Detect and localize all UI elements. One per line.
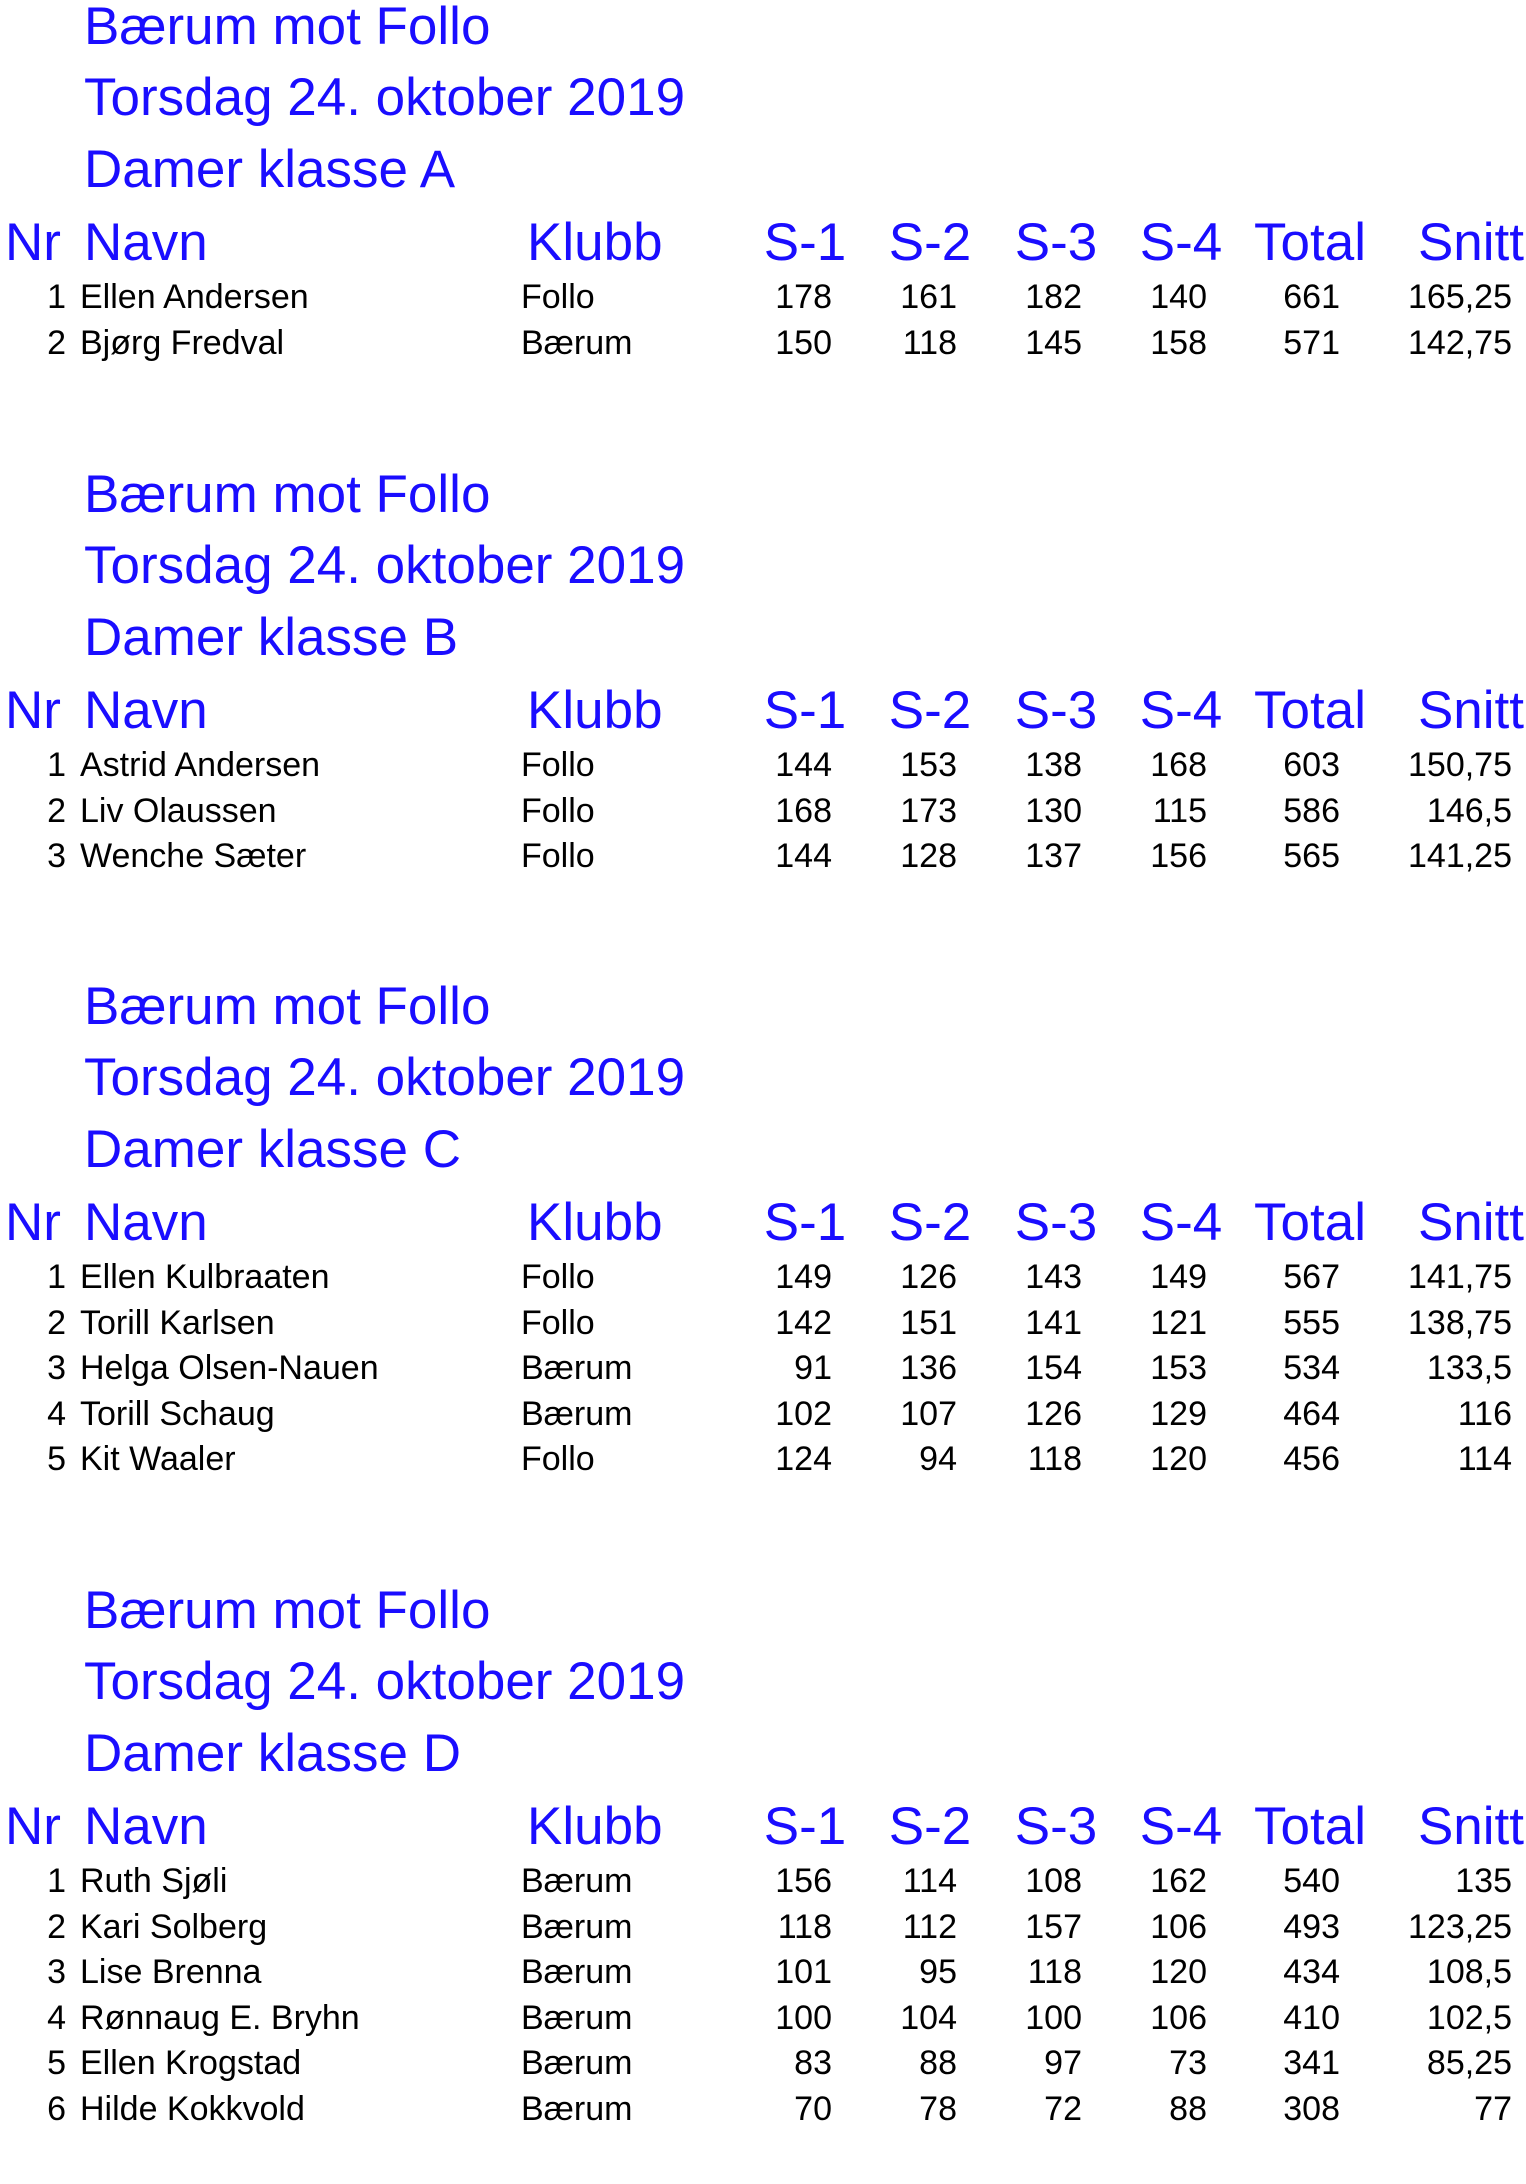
cell-total: 555 bbox=[1283, 1303, 1340, 1342]
cell-s2: 173 bbox=[900, 791, 957, 830]
cell-s2: 151 bbox=[900, 1303, 957, 1342]
cell-nr: 4 bbox=[47, 1394, 66, 1433]
cell-s1: 124 bbox=[775, 1440, 832, 1478]
table-row bbox=[0, 320, 1526, 366]
cell-nr: 1 bbox=[47, 278, 66, 316]
cell-navn: Kit Waaler bbox=[80, 1440, 236, 1478]
cell-s2: 118 bbox=[902, 323, 957, 362]
cell-s4: 162 bbox=[1150, 1862, 1207, 1900]
cell-nr: 4 bbox=[47, 1998, 66, 2037]
cell-klubb: Follo bbox=[521, 278, 595, 316]
cell-total: 493 bbox=[1283, 1907, 1340, 1946]
cell-s1: 142 bbox=[775, 1303, 832, 1342]
cell-s2: 136 bbox=[900, 1349, 957, 1387]
cell-s2: 78 bbox=[919, 2089, 957, 2128]
cell-navn: Ellen Krogstad bbox=[80, 2044, 302, 2082]
cell-s4: 156 bbox=[1150, 837, 1207, 875]
cell-navn: Wenche Sæter bbox=[80, 837, 307, 875]
cell-s3: 100 bbox=[1025, 1998, 1082, 2037]
cell-snitt: 135 bbox=[1455, 1862, 1512, 1900]
cell-snitt: 141,75 bbox=[1408, 1258, 1512, 1296]
match-title: Bærum mot Follo bbox=[84, 0, 491, 56]
table-row bbox=[0, 1995, 1526, 2041]
cell-navn: Helga Olsen-Nauen bbox=[80, 1349, 379, 1387]
cell-snitt: 114 bbox=[1457, 1440, 1512, 1478]
column-header-snitt: Snitt bbox=[1417, 681, 1524, 740]
cell-klubb: Follo bbox=[521, 746, 595, 784]
cell-snitt: 85,25 bbox=[1426, 2044, 1512, 2082]
cell-snitt: 146,5 bbox=[1426, 791, 1512, 830]
cell-s1: 101 bbox=[775, 1953, 832, 1991]
column-header-nr: Nr bbox=[5, 1193, 61, 1252]
cell-navn: Torill Karlsen bbox=[80, 1303, 275, 1342]
cell-navn: Astrid Andersen bbox=[80, 746, 321, 784]
column-header-s3: S-3 bbox=[1014, 1193, 1098, 1252]
column-header-navn: Navn bbox=[84, 681, 208, 740]
cell-klubb: Bærum bbox=[521, 1349, 633, 1387]
cell-klubb: Bærum bbox=[521, 1862, 633, 1900]
cell-s1: 156 bbox=[775, 1862, 832, 1900]
class-title: Damer klasse B bbox=[84, 608, 459, 667]
cell-total: 456 bbox=[1283, 1440, 1340, 1478]
cell-s1: 144 bbox=[775, 746, 832, 784]
cell-s1: 91 bbox=[794, 1349, 832, 1387]
column-header-nr: Nr bbox=[5, 213, 61, 272]
cell-total: 534 bbox=[1283, 1349, 1340, 1387]
table-row bbox=[0, 1904, 1526, 1950]
table-row bbox=[0, 1858, 1526, 1904]
column-header-nr: Nr bbox=[5, 681, 61, 740]
cell-s3: 118 bbox=[1027, 1440, 1082, 1478]
column-header-navn: Navn bbox=[84, 213, 208, 272]
column-header-s3: S-3 bbox=[1014, 1797, 1098, 1856]
cell-s2: 161 bbox=[900, 278, 957, 316]
column-header-total: Total bbox=[1254, 213, 1366, 272]
cell-s2: 128 bbox=[900, 837, 957, 875]
cell-s1: 168 bbox=[775, 791, 832, 830]
column-header-s2: S-2 bbox=[888, 1193, 972, 1252]
cell-navn: Kari Solberg bbox=[80, 1907, 268, 1946]
column-header-snitt: Snitt bbox=[1417, 213, 1524, 272]
cell-klubb: Bærum bbox=[521, 1907, 633, 1946]
column-header-snitt: Snitt bbox=[1417, 1797, 1524, 1856]
cell-snitt: 150,75 bbox=[1408, 746, 1512, 784]
cell-s3: 143 bbox=[1025, 1258, 1082, 1296]
cell-navn: Torill Schaug bbox=[80, 1394, 275, 1433]
match-date: Torsdag 24. oktober 2019 bbox=[84, 1652, 686, 1711]
column-header-s1: S-1 bbox=[763, 681, 847, 740]
cell-total: 341 bbox=[1283, 2044, 1340, 2082]
cell-s4: 149 bbox=[1150, 1258, 1207, 1296]
table-row bbox=[0, 1949, 1526, 1995]
match-title: Bærum mot Follo bbox=[84, 465, 491, 524]
match-title: Bærum mot Follo bbox=[84, 1581, 491, 1640]
column-header-klubb: Klubb bbox=[527, 213, 663, 272]
cell-nr: 1 bbox=[47, 746, 66, 784]
cell-nr: 1 bbox=[47, 1258, 66, 1296]
column-header-navn: Navn bbox=[84, 1797, 208, 1856]
cell-s4: 140 bbox=[1150, 278, 1207, 316]
cell-s2: 88 bbox=[919, 2044, 957, 2082]
cell-navn: Ellen Andersen bbox=[80, 278, 309, 316]
table-row bbox=[0, 1300, 1526, 1346]
cell-total: 603 bbox=[1283, 746, 1340, 784]
cell-snitt: 133,5 bbox=[1426, 1349, 1512, 1387]
cell-s3: 126 bbox=[1025, 1394, 1082, 1433]
cell-navn: Ruth Sjøli bbox=[80, 1862, 228, 1900]
column-header-total: Total bbox=[1254, 1797, 1366, 1856]
column-header-klubb: Klubb bbox=[527, 1797, 663, 1856]
cell-klubb: Bærum bbox=[521, 1394, 633, 1433]
column-header-s2: S-2 bbox=[888, 1797, 972, 1856]
cell-s3: 154 bbox=[1025, 1349, 1082, 1387]
table-row bbox=[0, 1436, 1526, 1482]
cell-nr: 2 bbox=[47, 1907, 66, 1946]
cell-nr: 3 bbox=[47, 1349, 66, 1387]
table-row bbox=[0, 2086, 1526, 2132]
cell-snitt: 142,75 bbox=[1408, 323, 1512, 362]
cell-total: 540 bbox=[1283, 1862, 1340, 1900]
cell-s3: 137 bbox=[1025, 837, 1082, 875]
column-header-s2: S-2 bbox=[888, 213, 972, 272]
cell-nr: 5 bbox=[47, 2044, 66, 2082]
column-header-klubb: Klubb bbox=[527, 1193, 663, 1252]
cell-klubb: Follo bbox=[521, 1303, 595, 1342]
cell-s4: 158 bbox=[1150, 323, 1207, 362]
cell-s4: 88 bbox=[1169, 2089, 1207, 2128]
column-header-s1: S-1 bbox=[763, 1193, 847, 1252]
column-header-s1: S-1 bbox=[763, 213, 847, 272]
match-date: Torsdag 24. oktober 2019 bbox=[84, 536, 686, 595]
cell-navn: Bjørg Fredval bbox=[80, 323, 285, 362]
cell-klubb: Bærum bbox=[521, 1953, 633, 1991]
cell-total: 571 bbox=[1283, 323, 1340, 362]
cell-navn: Lise Brenna bbox=[80, 1953, 262, 1991]
cell-s1: 150 bbox=[775, 323, 832, 362]
cell-s1: 118 bbox=[777, 1907, 832, 1946]
cell-total: 567 bbox=[1283, 1258, 1340, 1296]
cell-navn: Hilde Kokkvold bbox=[80, 2089, 305, 2128]
column-header-snitt: Snitt bbox=[1417, 1193, 1524, 1252]
cell-snitt: 102,5 bbox=[1426, 1998, 1512, 2037]
cell-s3: 118 bbox=[1027, 1953, 1082, 1991]
table-row bbox=[0, 274, 1526, 320]
cell-klubb: Bærum bbox=[521, 2044, 633, 2082]
cell-s4: 115 bbox=[1152, 791, 1207, 830]
column-header-s3: S-3 bbox=[1014, 681, 1098, 740]
cell-s2: 107 bbox=[900, 1394, 957, 1433]
cell-s3: 97 bbox=[1044, 2044, 1082, 2082]
table-row bbox=[0, 788, 1526, 834]
cell-s4: 121 bbox=[1150, 1303, 1207, 1342]
class-title: Damer klasse A bbox=[84, 140, 456, 199]
cell-klubb: Follo bbox=[521, 1440, 595, 1478]
cell-total: 410 bbox=[1283, 1998, 1340, 2037]
cell-nr: 3 bbox=[47, 1953, 66, 1991]
cell-s2: 94 bbox=[919, 1440, 957, 1478]
cell-navn: Ellen Kulbraaten bbox=[80, 1258, 330, 1296]
class-title: Damer klasse C bbox=[84, 1120, 461, 1179]
cell-s2: 95 bbox=[919, 1953, 957, 1991]
cell-s1: 102 bbox=[775, 1394, 832, 1433]
cell-total: 661 bbox=[1283, 278, 1340, 316]
cell-s4: 120 bbox=[1150, 1953, 1207, 1991]
cell-s4: 129 bbox=[1150, 1394, 1207, 1433]
column-header-s4: S-4 bbox=[1139, 213, 1223, 272]
cell-s2: 153 bbox=[900, 746, 957, 784]
cell-snitt: 116 bbox=[1457, 1394, 1512, 1433]
cell-nr: 2 bbox=[47, 323, 66, 362]
cell-s1: 100 bbox=[775, 1998, 832, 2037]
column-header-s4: S-4 bbox=[1139, 1797, 1223, 1856]
cell-snitt: 108,5 bbox=[1426, 1953, 1512, 1991]
cell-total: 308 bbox=[1283, 2089, 1340, 2128]
table-row bbox=[0, 833, 1526, 879]
cell-snitt: 141,25 bbox=[1408, 837, 1512, 875]
cell-klubb: Bærum bbox=[521, 323, 633, 362]
cell-s2: 104 bbox=[900, 1998, 957, 2037]
cell-s1: 178 bbox=[775, 278, 832, 316]
cell-s3: 182 bbox=[1025, 278, 1082, 316]
cell-nr: 6 bbox=[47, 2089, 66, 2128]
column-header-s3: S-3 bbox=[1014, 213, 1098, 272]
cell-s4: 168 bbox=[1150, 746, 1207, 784]
cell-snitt: 165,25 bbox=[1408, 278, 1512, 316]
table-row bbox=[0, 1254, 1526, 1300]
cell-s2: 114 bbox=[902, 1862, 957, 1900]
cell-total: 586 bbox=[1283, 791, 1340, 830]
column-header-s4: S-4 bbox=[1139, 1193, 1223, 1252]
cell-nr: 1 bbox=[47, 1862, 66, 1900]
cell-nr: 2 bbox=[47, 791, 66, 830]
match-title: Bærum mot Follo bbox=[84, 977, 491, 1036]
cell-s3: 141 bbox=[1025, 1303, 1082, 1342]
cell-s2: 126 bbox=[900, 1258, 957, 1296]
cell-s4: 106 bbox=[1150, 1998, 1207, 2037]
cell-klubb: Follo bbox=[521, 1258, 595, 1296]
cell-s3: 108 bbox=[1025, 1862, 1082, 1900]
cell-s3: 145 bbox=[1025, 323, 1082, 362]
cell-s3: 157 bbox=[1025, 1907, 1082, 1946]
match-date: Torsdag 24. oktober 2019 bbox=[84, 1048, 686, 1107]
table-row bbox=[0, 2040, 1526, 2086]
cell-nr: 5 bbox=[47, 1440, 66, 1478]
column-header-s1: S-1 bbox=[763, 1797, 847, 1856]
cell-s3: 130 bbox=[1025, 791, 1082, 830]
cell-s4: 106 bbox=[1150, 1907, 1207, 1946]
column-header-total: Total bbox=[1254, 1193, 1366, 1252]
cell-klubb: Bærum bbox=[521, 1998, 633, 2037]
cell-s3: 72 bbox=[1044, 2089, 1082, 2128]
cell-nr: 3 bbox=[47, 837, 66, 875]
cell-klubb: Follo bbox=[521, 791, 595, 830]
cell-total: 434 bbox=[1283, 1953, 1340, 1991]
cell-snitt: 77 bbox=[1474, 2089, 1512, 2128]
cell-s1: 70 bbox=[794, 2089, 832, 2128]
table-row bbox=[0, 742, 1526, 788]
cell-s1: 144 bbox=[775, 837, 832, 875]
cell-total: 464 bbox=[1283, 1394, 1340, 1433]
cell-s1: 149 bbox=[775, 1258, 832, 1296]
column-header-total: Total bbox=[1254, 681, 1366, 740]
cell-s2: 112 bbox=[902, 1907, 957, 1946]
cell-klubb: Follo bbox=[521, 837, 595, 875]
cell-s4: 153 bbox=[1150, 1349, 1207, 1387]
results-section bbox=[0, 1581, 1526, 2184]
table-row bbox=[0, 1345, 1526, 1391]
column-header-navn: Navn bbox=[84, 1193, 208, 1252]
cell-nr: 2 bbox=[47, 1303, 66, 1342]
column-header-nr: Nr bbox=[5, 1797, 61, 1856]
cell-snitt: 123,25 bbox=[1408, 1907, 1512, 1946]
column-header-s2: S-2 bbox=[888, 681, 972, 740]
table-row bbox=[0, 1391, 1526, 1437]
cell-s4: 120 bbox=[1150, 1440, 1207, 1478]
class-title: Damer klasse D bbox=[84, 1724, 461, 1783]
cell-s4: 73 bbox=[1169, 2044, 1207, 2082]
column-header-s4: S-4 bbox=[1139, 681, 1223, 740]
results-section bbox=[0, 977, 1526, 1580]
cell-klubb: Bærum bbox=[521, 2089, 633, 2128]
cell-navn: Liv Olaussen bbox=[80, 791, 277, 830]
match-date: Torsdag 24. oktober 2019 bbox=[84, 68, 686, 127]
column-header-klubb: Klubb bbox=[527, 681, 663, 740]
cell-s3: 138 bbox=[1025, 746, 1082, 784]
cell-navn: Rønnaug E. Bryhn bbox=[80, 1998, 360, 2037]
cell-snitt: 138,75 bbox=[1408, 1303, 1512, 1342]
cell-s1: 83 bbox=[794, 2044, 832, 2082]
cell-total: 565 bbox=[1283, 837, 1340, 875]
